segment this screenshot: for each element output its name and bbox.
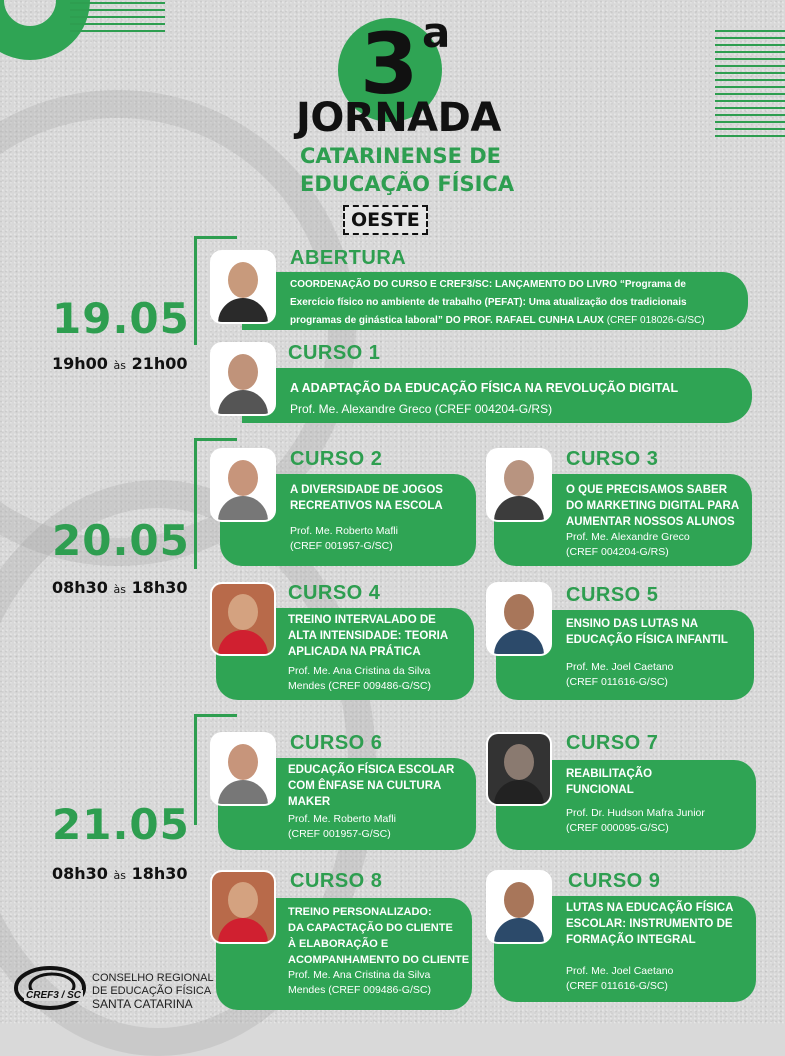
cref-logo-text: CREF3 / SC xyxy=(26,990,82,1001)
curso-7-title: CURSO 7 xyxy=(566,732,659,754)
time-day-2: 08h30 às 18h30 xyxy=(52,578,188,597)
curso-9-title: CURSO 9 xyxy=(568,870,661,892)
curso-2-title: CURSO 2 xyxy=(290,448,383,470)
speaker-photo xyxy=(488,450,550,520)
curso-9-text: LUTAS NA EDUCAÇÃO FÍSICA ESCOLAR: INSTRUMENTO DE FORMAÇÃO INTEGRAL xyxy=(566,902,734,946)
curso-4-text: TREINO INTERVALADO DE ALTA INTENSIDADE: TEORIA APLICADA NA PRÁTICA xyxy=(288,614,449,658)
curso-1-text: A ADAPTAÇÃO DA EDUCAÇÃO FÍSICA NA REVOLUÇÃO DIGITAL xyxy=(290,381,679,395)
curso-4-prof: Prof. Me. Ana Cristina da Silva Mendes (CREF 009486-G/SC) xyxy=(288,665,431,692)
speaker-photo xyxy=(212,450,274,520)
abertura-title: ABERTURA xyxy=(290,247,407,269)
decorative-lines-left xyxy=(70,2,165,37)
speaker-photo xyxy=(212,734,274,804)
region-badge: OESTE xyxy=(343,205,428,235)
speaker-photo xyxy=(212,344,274,414)
speaker-photo xyxy=(212,872,274,942)
cref-logo-icon xyxy=(12,964,88,1012)
speaker-photo xyxy=(488,872,550,942)
decorative-lines-right xyxy=(715,30,785,142)
date-day-2: 20.05 xyxy=(52,516,190,565)
header-ordinal: a xyxy=(422,8,451,57)
curso-8-text: TREINO PERSONALIZADO: DA CAPACTAÇÃO DO CLIENTE À ELABORAÇÃO E ACOMPANHAMENTO DO CLIENTE xyxy=(288,906,470,966)
cref-logo xyxy=(12,964,88,1012)
curso-5-text: ENSINO DAS LUTAS NA EDUCAÇÃO FÍSICA INFANTIL xyxy=(566,618,728,646)
org-name: CONSELHO REGIONAL DE EDUCAÇÃO FÍSICA SANTA CATARINA xyxy=(92,972,214,1011)
curso-1-title: CURSO 1 xyxy=(288,342,381,364)
curso-3-title: CURSO 3 xyxy=(566,448,659,470)
curso-4-title: CURSO 4 xyxy=(288,582,381,604)
header-title: JORNADA xyxy=(296,95,501,141)
speaker-photo xyxy=(488,734,550,804)
curso-7-text: REABILITAÇÃO FUNCIONAL xyxy=(566,768,653,796)
abertura-text: COORDENAÇÃO DO CURSO E CREF3/SC: LANÇAMENTO DO LIVRO “Programa de Exercício físico no ambiente de trabalho (PEFAT): Uma atualização dos tradicionais programas de ginástica laboral” DO PROF. RAFAEL CUNHA LAUX (CREF 018026-G/SC) xyxy=(290,279,705,326)
curso-3-text: O QUE PRECISAMOS SABER DO MARKETING DIGITAL PARA AUMENTAR NOSSOS ALUNOS xyxy=(566,484,740,528)
header-subtitle-2: EDUCAÇÃO FÍSICA xyxy=(300,172,515,196)
curso-6-prof: Prof. Me. Roberto Mafli (CREF 001957-G/SC) xyxy=(288,813,396,840)
curso-3-prof: Prof. Me. Alexandre Greco (CREF 004204-G/RS) xyxy=(566,531,690,558)
curso-6-title: CURSO 6 xyxy=(290,732,383,754)
speaker-photo xyxy=(488,584,550,654)
time-day-3: 08h30 às 18h30 xyxy=(52,864,188,883)
header-number: 3 xyxy=(360,15,419,113)
curso-5-title: CURSO 5 xyxy=(566,584,659,606)
time-day-1: 19h00 às 21h00 xyxy=(52,354,188,373)
curso-5-prof: Prof. Me. Joel Caetano (CREF 011616-G/SC) xyxy=(566,661,674,688)
curso-8-prof: Prof. Me. Ana Cristina da Silva Mendes (CREF 009486-G/SC) xyxy=(288,969,431,996)
header-subtitle-1: CATARINENSE DE xyxy=(300,144,502,168)
date-day-3: 21.05 xyxy=(52,800,190,849)
curso-9-prof: Prof. Me. Joel Caetano (CREF 011616-G/SC) xyxy=(566,965,674,992)
curso-2-prof: Prof. Me. Roberto Mafli (CREF 001957-G/SC) xyxy=(290,525,398,552)
date-day-1: 19.05 xyxy=(52,294,190,343)
curso-8-title: CURSO 8 xyxy=(290,870,383,892)
curso-7-prof: Prof. Dr. Hudson Mafra Junior (CREF 000095-G/SC) xyxy=(566,807,705,834)
curso-6-text: EDUCAÇÃO FÍSICA ESCOLAR COM ÊNFASE NA CULTURA MAKER xyxy=(288,764,455,808)
curso-2-text: A DIVERSIDADE DE JOGOS RECREATIVOS NA ESCOLA xyxy=(290,484,443,512)
speaker-photo xyxy=(212,584,274,654)
speaker-photo xyxy=(212,252,274,322)
curso-1-prof: Prof. Me. Alexandre Greco (CREF 004204-G/RS) xyxy=(290,402,553,416)
